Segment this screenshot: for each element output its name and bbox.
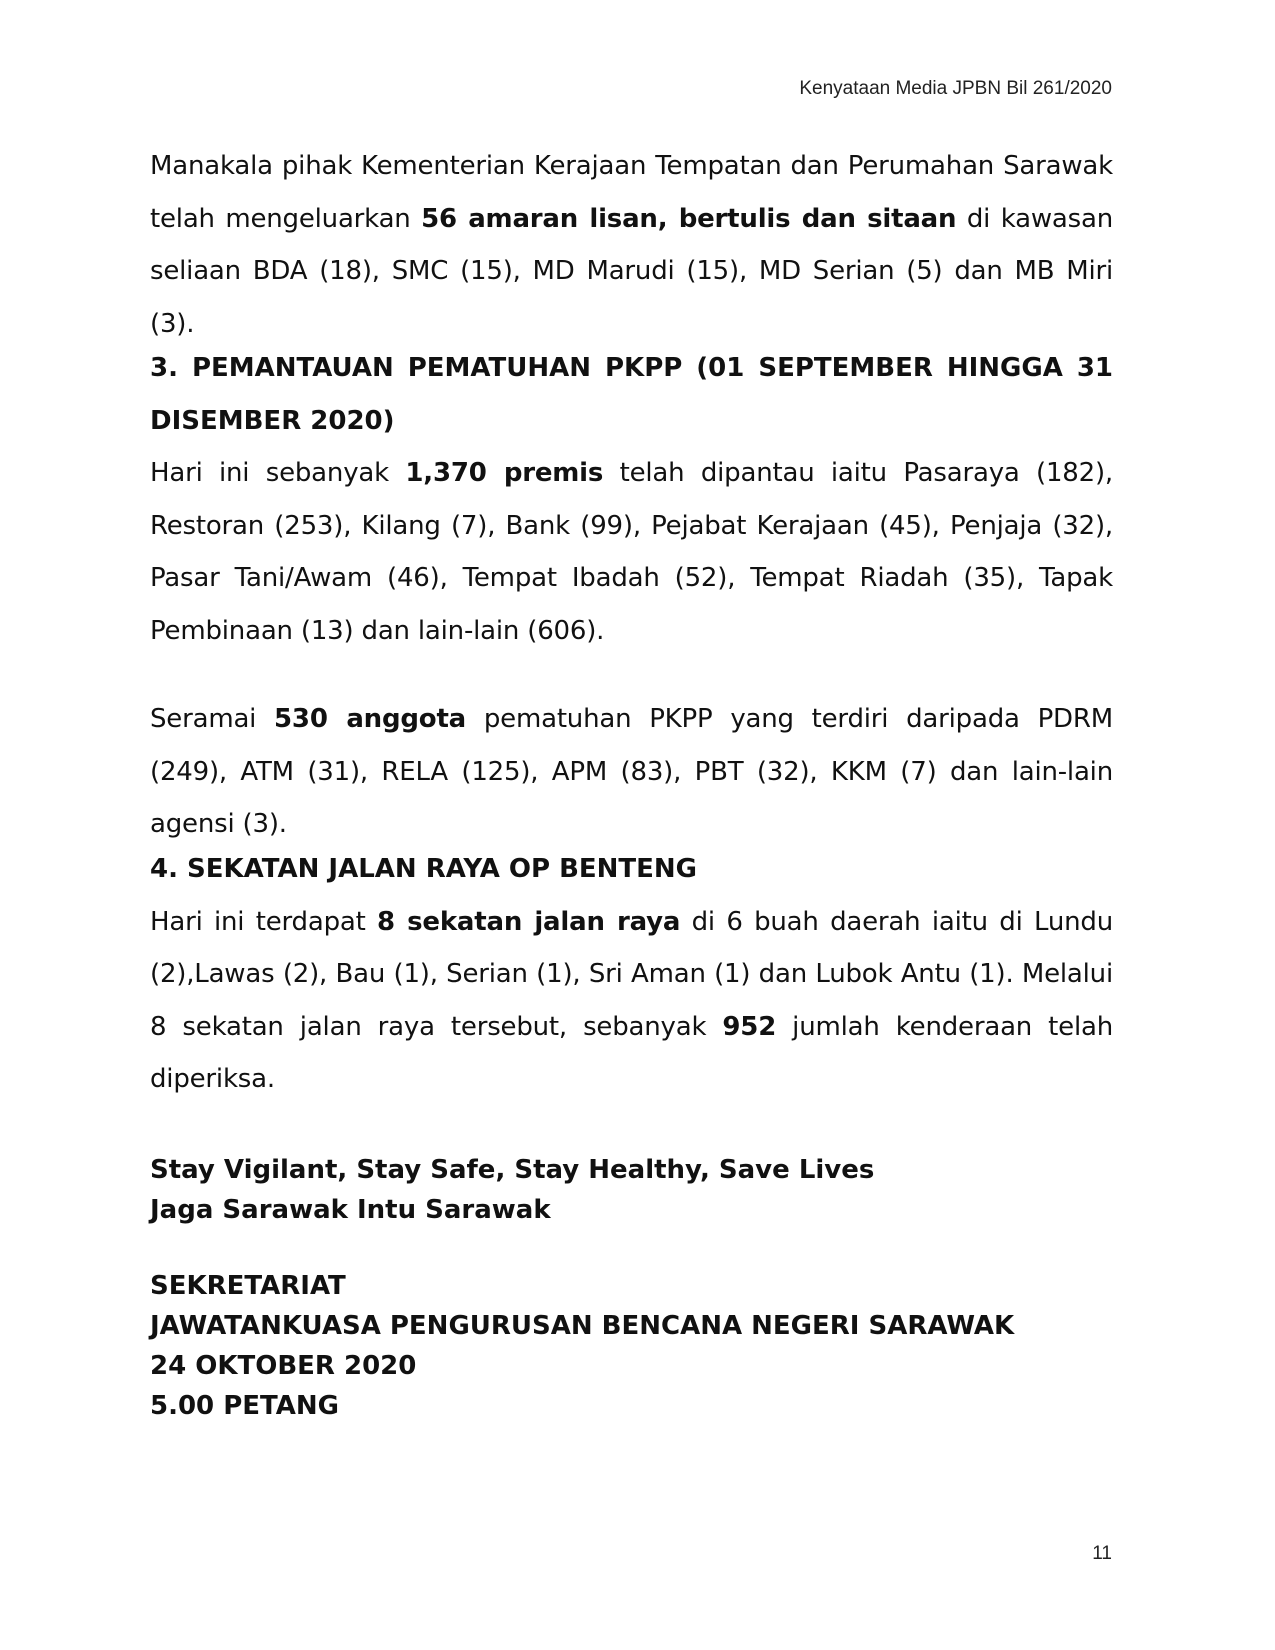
section-4: [150, 843, 1113, 1106]
s4-text-b: di 6 buah daerah iaitu di Lundu (2),Lawas (2), Bau (1), Serian (1), Sri Aman (1) dan Lubok Antu (1). Melalui 8 sekatan jalan raya tersebut, sebanyak: [150, 906, 1113, 1042]
section-3: [150, 342, 1113, 657]
s3-p2-text-b: pematuhan PKPP yang terdiri daripada PDRM (249), ATM (31), RELA (125), APM (83), PBT (32), KKM (7) dan lain-lain agensi (3).: [150, 704, 1113, 839]
section-3-members: [150, 693, 1113, 851]
signature-time: 5.00 PETANG: [150, 1391, 339, 1421]
section-3-paragraph-premises: [150, 447, 1113, 657]
section-4-paragraph: [150, 896, 1113, 1106]
s3-bold-premises: 1,370 premis: [405, 458, 604, 488]
s4-bold-roadblocks: 8 sekatan jalan raya: [377, 906, 681, 937]
s4-bold-vehicles: 952: [722, 1011, 777, 1042]
s3-p2-text-a: Seramai: [150, 704, 275, 734]
slogan-block: [150, 1150, 1113, 1230]
intro-paragraph: [150, 140, 1113, 350]
document-reference-header: Kenyataan Media JPBN Bil 261/2020: [799, 78, 1112, 99]
intro-text-b: di kawasan seliaan BDA (18), SMC (15), MD Marudi (15), MD Serian (5) dan MB Miri (3).: [150, 203, 1113, 339]
slogan-line-1: Stay Vigilant, Stay Safe, Stay Healthy, Save Lives: [150, 1155, 875, 1185]
s3-bold-members: 530 anggota: [274, 704, 467, 734]
signature-block: [150, 1266, 1113, 1426]
intro-section: [150, 140, 1113, 350]
section-4-heading: 4. SEKATAN JALAN RAYA OP BENTENG: [150, 854, 698, 884]
signature-line-1: SEKRETARIAT: [150, 1271, 346, 1301]
section-3-paragraph-members: [150, 693, 1113, 851]
s4-text-c: jumlah kenderaan telah diperiksa.: [150, 1011, 1113, 1094]
signature-line-2: JAWATANKUASA PENGURUSAN BENCANA NEGERI SARAWAK: [150, 1311, 1015, 1341]
intro-bold-count: 56 amaran lisan, bertulis dan sitaan: [421, 203, 957, 234]
section-3-heading: 3. PEMANTAUAN PEMATUHAN PKPP (01 SEPTEMBER HINGGA 31 DISEMBER 2020): [150, 353, 1113, 436]
s3-text-b: telah dipantau iaitu Pasaraya (182), Restoran (253), Kilang (7), Bank (99), Pejabat Kerajaan (45), Penjaja (32), Pasar Tani/Awam (46), Tempat Ibadah (52), Tempat Riadah (35), Tapak Pembinaan (13) dan lain-lain (606).: [150, 458, 1113, 646]
signature-date: 24 OKTOBER 2020: [150, 1351, 417, 1381]
s3-text-a: Hari ini sebanyak: [150, 458, 406, 488]
page-number: 11: [1092, 1543, 1112, 1564]
intro-text-a: Manakala pihak Kementerian Kerajaan Tempatan dan Perumahan Sarawak telah mengeluarkan: [150, 151, 1113, 234]
slogan-line-2: Jaga Sarawak Intu Sarawak: [150, 1195, 551, 1225]
s4-text-a: Hari ini terdapat: [150, 906, 378, 937]
